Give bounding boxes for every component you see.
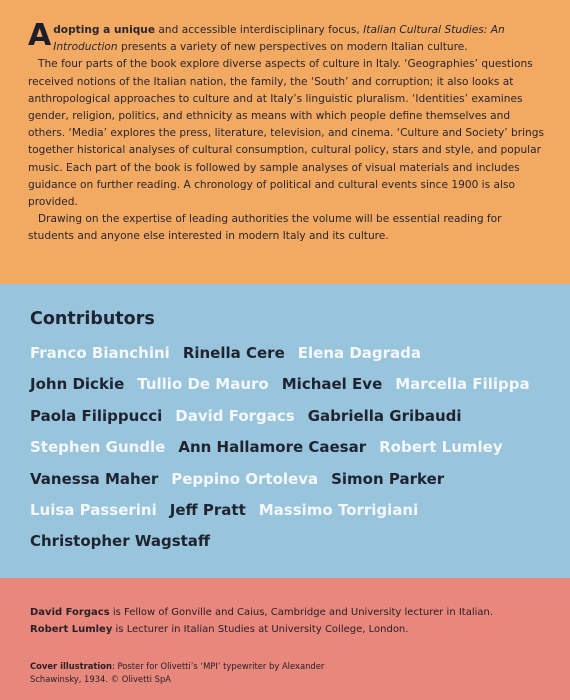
contributor-name: Rinella Cere bbox=[182, 344, 285, 362]
contributor-row bbox=[30, 369, 550, 400]
cover-credit bbox=[30, 660, 350, 685]
contributor-row bbox=[30, 401, 550, 432]
book-title: Italian Cultural Studies: An Introduction bbox=[53, 24, 505, 54]
p1-text-a: and accessible interdisciplinary focus, bbox=[155, 24, 364, 36]
bio-lumley bbox=[30, 621, 550, 638]
cover-credit-text: : Poster for Olivetti’s ‘MPI’ typewriter by Alexander Schawinsky, 1934. © Olivetti SpA bbox=[30, 661, 325, 684]
drop-cap: A bbox=[28, 18, 52, 53]
description-paragraph-2: The four parts of the book explore diverse aspects of culture in Italy. ‘Geographies’ questions received notions of the Italian nation, the family, the ‘South’ and corruption; it also looks at anthropological approaches to culture and at Italy’s linguistic pluralism. ‘Identities’ examines gender, religion, politics, and ethnicity as means with which people define themselves and others. ‘Media’ explores the press, literature, television, and cinema. ‘Culture and Society’ brings together historical analyses of cultural consumption, cultural policy, stars and style, and popular music. Each part of the book is followed by sample analyses of visual materials and includes guidance on further reading. A chronology of political and cultural events since 1900 is also provided. bbox=[28, 58, 545, 209]
contributors-list bbox=[30, 338, 550, 558]
contributor-name: Peppino Ortoleva bbox=[171, 469, 319, 488]
contributor-row bbox=[30, 338, 550, 369]
contributor-name: Paola Filippucci bbox=[30, 406, 163, 425]
editor-bios bbox=[30, 604, 550, 638]
contributor-name: Marcella Filippa bbox=[395, 375, 530, 394]
bio-name-forgacs: David Forgacs bbox=[30, 607, 110, 618]
contributor-name: Vanessa Maher bbox=[30, 469, 159, 488]
contributor-name: Simon Parker bbox=[331, 469, 445, 488]
p1-text-b: presents a variety of new perspectives on modern Italian culture. bbox=[117, 41, 468, 54]
bio-text-forgacs: is Fellow of Gonville and Caius, Cambridge and University lecturer in Italian. bbox=[109, 607, 494, 618]
contributor-name: John Dickie bbox=[30, 375, 125, 394]
contributor-name: Gabriella Gribaudi bbox=[307, 406, 462, 425]
contributor-name: Ann Hallamore Caesar bbox=[178, 438, 367, 457]
contributor-name: Luisa Passerini bbox=[30, 501, 157, 520]
lead-in: dopting a unique bbox=[53, 24, 156, 36]
description-paragraph-1 bbox=[28, 18, 550, 56]
contributor-name: Christopher Wagstaff bbox=[30, 532, 211, 551]
contributor-name: David Forgacs bbox=[175, 406, 295, 425]
description-paragraph-3: Drawing on the expertise of leading authorities the volume will be essential reading for students and anyone else interested in modern Italy and its culture. bbox=[28, 213, 502, 243]
contributor-name: Jeff Pratt bbox=[169, 501, 246, 520]
cover-credit-label: Cover illustration bbox=[30, 661, 113, 671]
contributor-row bbox=[30, 495, 550, 526]
bio-name-lumley: Robert Lumley bbox=[30, 624, 113, 635]
contributor-name: Tullio De Mauro bbox=[137, 375, 269, 394]
contributor-row bbox=[30, 464, 550, 495]
contributors-heading: Contributors bbox=[30, 309, 155, 329]
contributor-row bbox=[30, 526, 550, 557]
contributor-name: Robert Lumley bbox=[379, 438, 503, 457]
contributor-name: Stephen Gundle bbox=[30, 438, 166, 457]
contributor-name: Franco Bianchini bbox=[30, 344, 170, 362]
bio-text-lumley: is Lecturer in Italian Studies at University College, London. bbox=[112, 624, 409, 635]
contributor-name: Elena Dagrada bbox=[297, 344, 422, 362]
contributor-row bbox=[30, 432, 550, 463]
book-description bbox=[28, 18, 550, 246]
bio-forgacs bbox=[30, 604, 550, 621]
contributor-name: Massimo Torrigiani bbox=[258, 501, 419, 520]
contributor-name: Michael Eve bbox=[281, 375, 383, 394]
